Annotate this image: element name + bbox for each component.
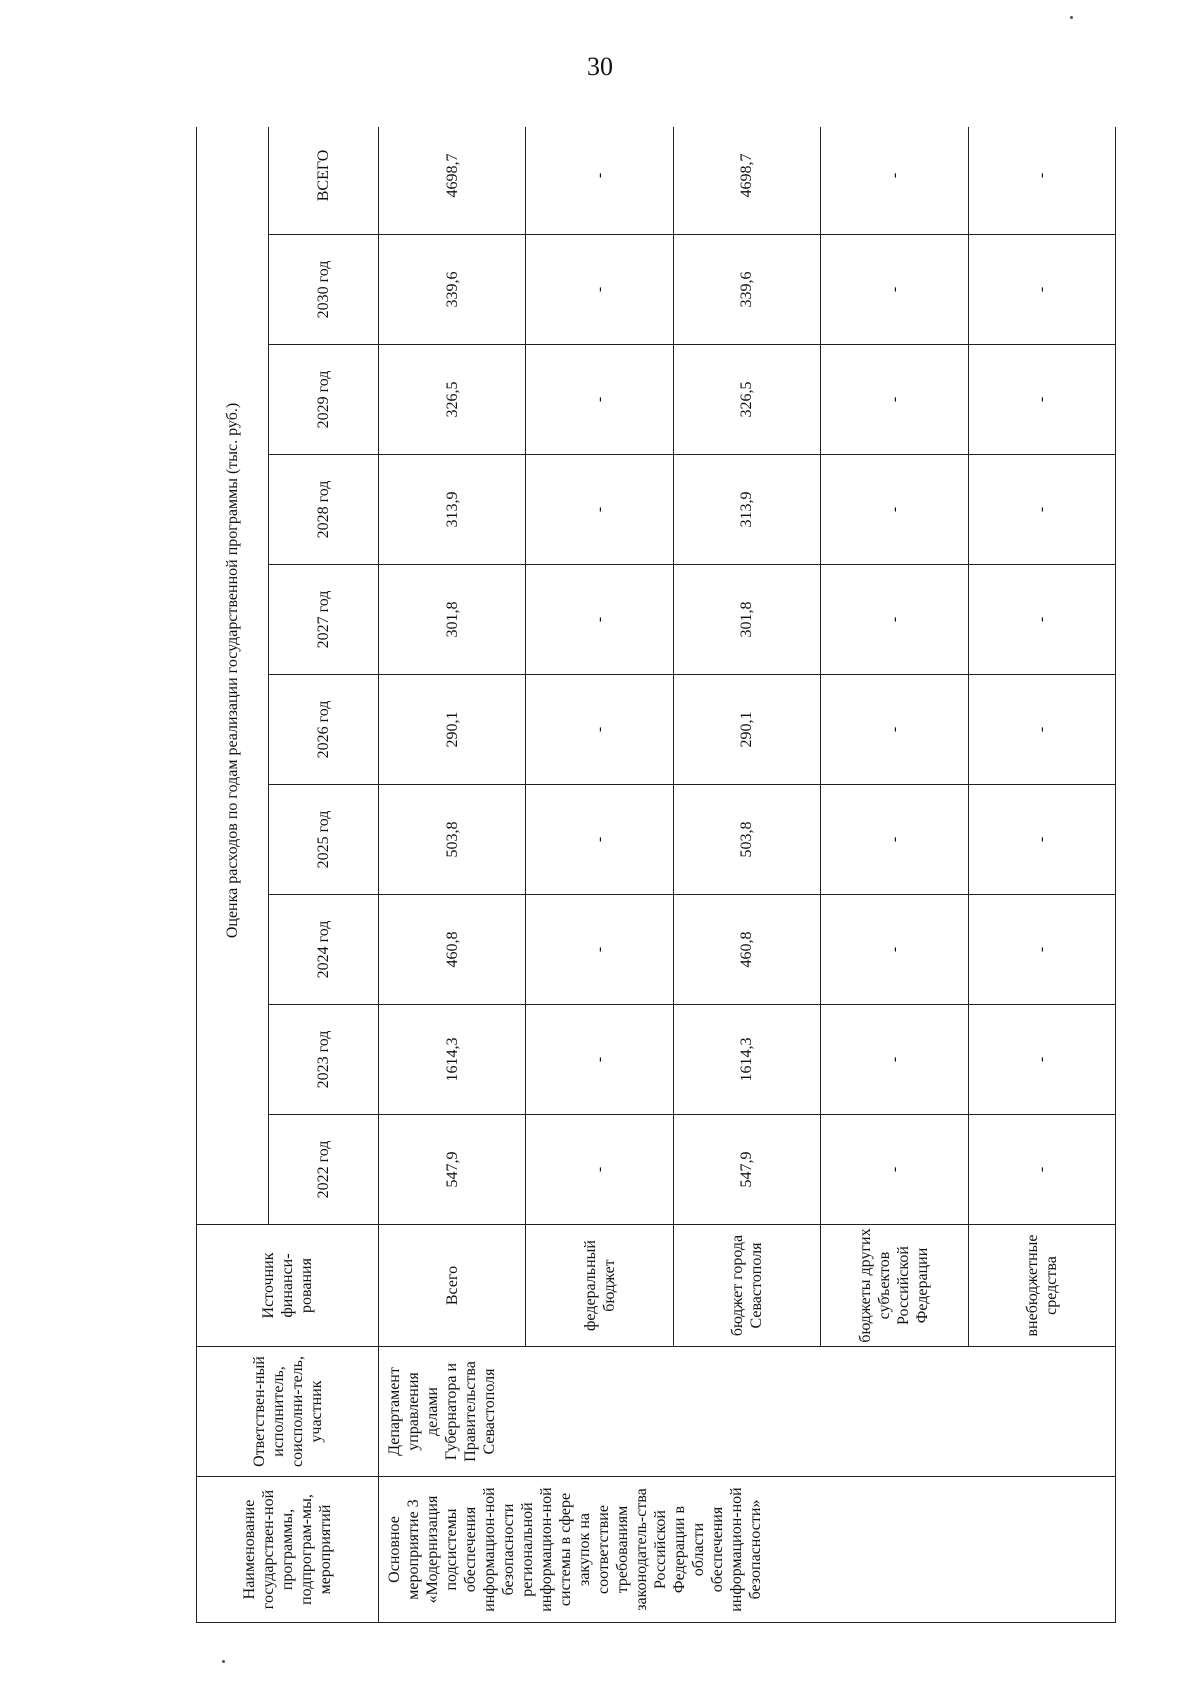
value-cell: - (968, 235, 1115, 345)
value-cell: - (526, 785, 673, 895)
value-cell: - (821, 1005, 968, 1115)
value-cell: - (821, 1115, 968, 1225)
value-cell: - (821, 785, 968, 895)
value-cell: - (821, 235, 968, 345)
value-cell: - (526, 235, 673, 345)
value-cell: - (526, 895, 673, 1005)
scan-speck (222, 1660, 225, 1663)
header-year: 2023 год (269, 1005, 379, 1115)
value-cell: 460,8 (379, 895, 526, 1005)
rotated-table-container (196, 127, 1116, 1623)
value-cell: 1614,3 (379, 1005, 526, 1115)
value-cell: - (968, 785, 1115, 895)
value-cell: - (968, 1115, 1115, 1225)
header-year: 2029 год (269, 345, 379, 455)
value-cell: - (968, 1005, 1115, 1115)
value-cell: 313,9 (379, 455, 526, 565)
source-cell: федеральный бюджет (526, 1225, 673, 1347)
responsible-cell: Департамент управления делами Губернатора и Правительства Севастополя (379, 1347, 1116, 1477)
value-cell: 313,9 (673, 455, 820, 565)
value-cell: 547,9 (379, 1115, 526, 1225)
rotated-table-frame (196, 127, 1116, 1623)
value-cell: - (526, 1005, 673, 1115)
value-cell: 1614,3 (673, 1005, 820, 1115)
header-year: 2024 год (269, 895, 379, 1005)
header-funding-source: Источник финанси-рования (197, 1225, 379, 1347)
value-cell: - (526, 345, 673, 455)
program-name-cell: Основное мероприятие 3 «Модернизация подсистемы обеспечения информацион-ной безопасности региональной информацион-ной системы в сфере закупок на соответствие требованиям законодатель-ства Российской Федерации в области обеспечения информацион-ной безопасности» (379, 1477, 1116, 1623)
source-cell: внебюджетные средства (968, 1225, 1115, 1347)
header-year: 2025 год (269, 785, 379, 895)
value-cell: - (526, 1115, 673, 1225)
value-cell: 301,8 (379, 565, 526, 675)
value-cell: - (526, 565, 673, 675)
value-cell: 460,8 (673, 895, 820, 1005)
total-cell: 4698,7 (673, 127, 820, 235)
expenditure-table (196, 127, 1116, 1623)
page-number: 30 (587, 52, 613, 81)
header-total: ВСЕГО (269, 127, 379, 235)
header-responsible: Ответствен-ный исполнитель, соисполни-тель, участник (197, 1347, 379, 1477)
header-year: 2022 год (269, 1115, 379, 1225)
total-cell: - (526, 127, 673, 235)
table-row (379, 127, 526, 1623)
value-cell: - (821, 675, 968, 785)
value-cell: 290,1 (379, 675, 526, 785)
source-cell: бюджеты других субъектов Российской Федерации (821, 1225, 968, 1347)
header-program-name: Наименование государствен-ной программы, подпрограм-мы, мероприятий (197, 1477, 379, 1623)
value-cell: - (968, 675, 1115, 785)
value-cell: 326,5 (379, 345, 526, 455)
source-cell: бюджет города Севастополя (673, 1225, 820, 1347)
header-year: 2027 год (269, 565, 379, 675)
value-cell: 547,9 (673, 1115, 820, 1225)
value-cell: 326,5 (673, 345, 820, 455)
header-year: 2028 год (269, 455, 379, 565)
header-estimate-group: Оценка расходов по годам реализации государственной программы (тыс. руб.) (197, 127, 269, 1225)
value-cell: 339,6 (379, 235, 526, 345)
total-cell: 4698,7 (379, 127, 526, 235)
header-row-top (197, 127, 269, 1623)
value-cell: - (968, 565, 1115, 675)
value-cell: - (968, 455, 1115, 565)
value-cell: - (821, 565, 968, 675)
value-cell: 339,6 (673, 235, 820, 345)
value-cell: - (821, 455, 968, 565)
table-body (379, 127, 1116, 1623)
scan-speck (1070, 16, 1073, 19)
value-cell: - (821, 895, 968, 1005)
total-cell: - (821, 127, 968, 235)
header-year: 2026 год (269, 675, 379, 785)
header-year: 2030 год (269, 235, 379, 345)
value-cell: 503,8 (379, 785, 526, 895)
value-cell: 301,8 (673, 565, 820, 675)
source-cell: Всего (379, 1225, 526, 1347)
value-cell: - (968, 345, 1115, 455)
value-cell: - (968, 895, 1115, 1005)
value-cell: - (526, 675, 673, 785)
total-cell: - (968, 127, 1115, 235)
table-header (197, 127, 379, 1623)
value-cell: - (526, 455, 673, 565)
value-cell: 290,1 (673, 675, 820, 785)
value-cell: 503,8 (673, 785, 820, 895)
value-cell: - (821, 345, 968, 455)
